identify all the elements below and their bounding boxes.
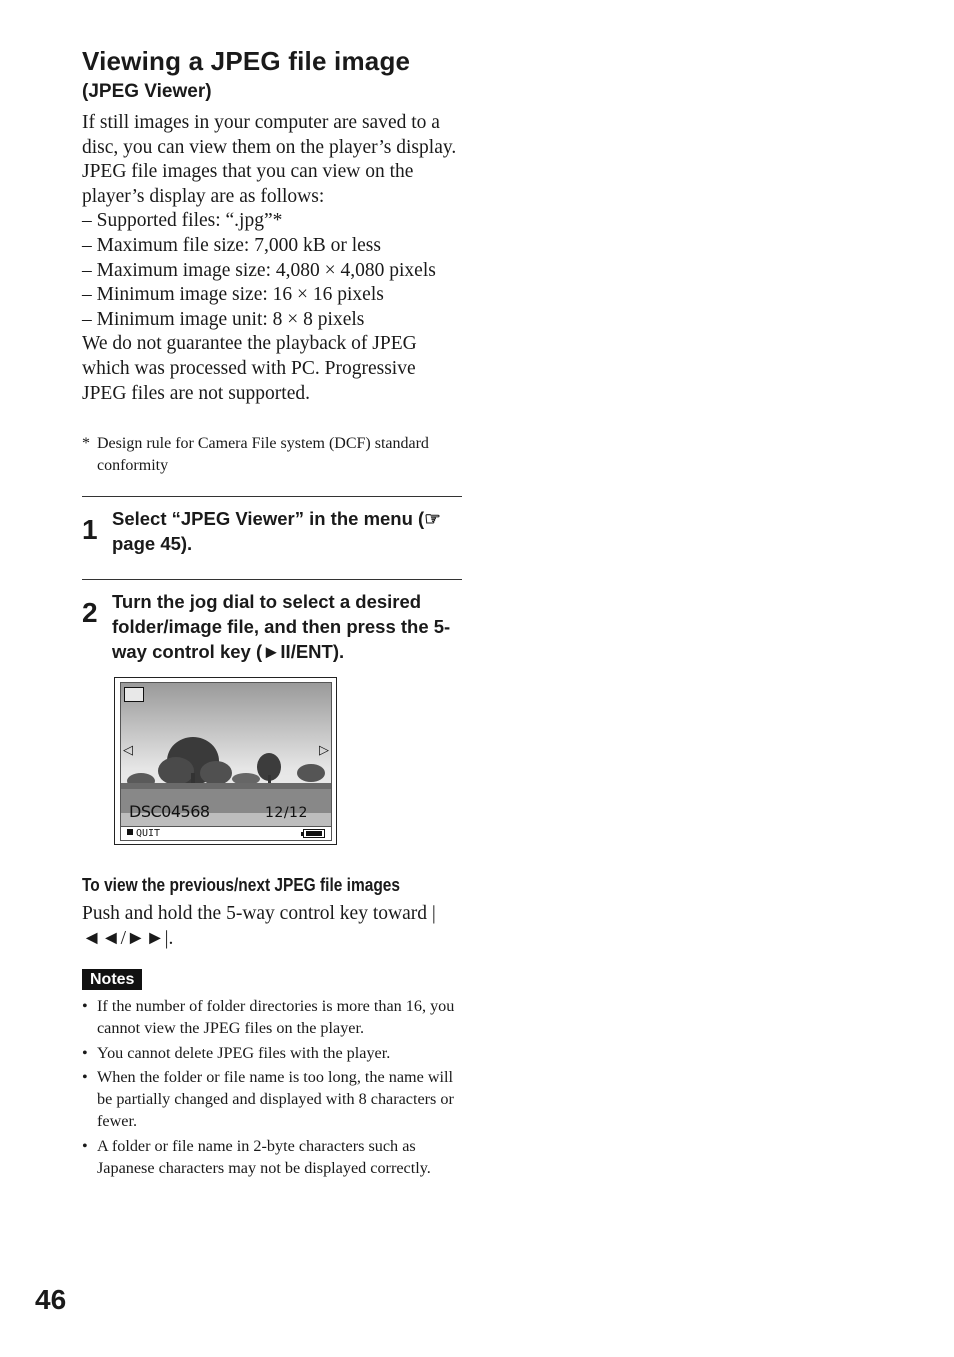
bullet: • bbox=[82, 1043, 88, 1062]
notes-list bbox=[82, 996, 467, 1182]
display-screen bbox=[120, 682, 332, 841]
divider bbox=[82, 496, 462, 497]
list-item bbox=[82, 996, 467, 1040]
spec-item: – Supported files: “.jpg”* bbox=[82, 210, 283, 232]
list-item bbox=[82, 1136, 467, 1180]
divider bbox=[82, 579, 462, 580]
intro-section bbox=[82, 111, 462, 406]
image-mode-icon bbox=[124, 687, 144, 702]
battery-icon bbox=[303, 829, 325, 838]
note-text: A folder or file name in 2-byte characters such as Japanese characters may not be displayed correctly. bbox=[97, 1136, 431, 1177]
step-number: 2 bbox=[82, 597, 98, 628]
spec-item: – Minimum image size: 16 × 16 pixels bbox=[82, 284, 384, 306]
spec-item: – Minimum image unit: 8 × 8 pixels bbox=[82, 308, 365, 330]
note-text: When the folder or file name is too long, the name will be partially changed and displayed with 8 characters or fewer. bbox=[97, 1068, 454, 1130]
intro-paragraph: We do not guarantee the playback of JPEG which was processed with PC. Progressive JPEG files are not supported. bbox=[82, 333, 417, 404]
status-bar bbox=[121, 826, 331, 841]
quit-hint bbox=[127, 827, 160, 840]
step-text: Turn the jog dial to select a desired folder/image file, and then press the 5-way control key (►II/ENT). bbox=[112, 591, 451, 662]
previous-arrow-icon: ◁ bbox=[123, 743, 133, 758]
bullet: • bbox=[82, 1068, 88, 1087]
footnote-mark: * bbox=[82, 435, 90, 452]
notes-label: Notes bbox=[82, 969, 142, 990]
note-text: You cannot delete JPEG files with the player. bbox=[97, 1043, 391, 1062]
intro-paragraph: If still images in your computer are saved to a disc, you can view them on the player’s display. bbox=[82, 112, 457, 158]
footnote bbox=[82, 433, 462, 477]
section-text: Push and hold the 5-way control key toward |◄◄/►►|. bbox=[82, 903, 436, 949]
stop-icon bbox=[127, 829, 133, 835]
step-text: Select “JPEG Viewer” in the menu (☞ page 45). bbox=[112, 508, 441, 554]
step-number: 1 bbox=[82, 514, 98, 545]
spec-item: – Maximum image size: 4,080 × 4,080 pixels bbox=[82, 259, 436, 281]
bullet: • bbox=[82, 1136, 88, 1155]
list-item bbox=[82, 1067, 467, 1132]
page-title: Viewing a JPEG file image bbox=[82, 46, 411, 76]
bullet: • bbox=[82, 997, 88, 1015]
intro-paragraph: JPEG file images that you can view on the player’s display are as follows: bbox=[82, 161, 414, 207]
player-display-illustration bbox=[114, 677, 337, 845]
list-item bbox=[82, 1043, 467, 1065]
spec-item: – Maximum file size: 7,000 kB or less bbox=[82, 234, 381, 256]
footnote-text: Design rule for Camera File system (DCF) standard conformity bbox=[97, 435, 429, 474]
page-subtitle: (JPEG Viewer) bbox=[82, 81, 212, 102]
next-arrow-icon: ▷ bbox=[319, 743, 329, 758]
note-text: If the number of folder directories is more than 16, you cannot view the JPEG files on the player. bbox=[97, 997, 455, 1037]
page-number: 46 bbox=[35, 1284, 67, 1315]
file-counter: 12/12 bbox=[265, 805, 308, 821]
step-1 bbox=[82, 506, 472, 556]
file-name: DSC04568 bbox=[129, 802, 210, 821]
section-heading: To view the previous/next JPEG file images bbox=[82, 875, 401, 895]
quit-label: QUIT bbox=[136, 828, 161, 839]
step-2 bbox=[82, 589, 472, 664]
